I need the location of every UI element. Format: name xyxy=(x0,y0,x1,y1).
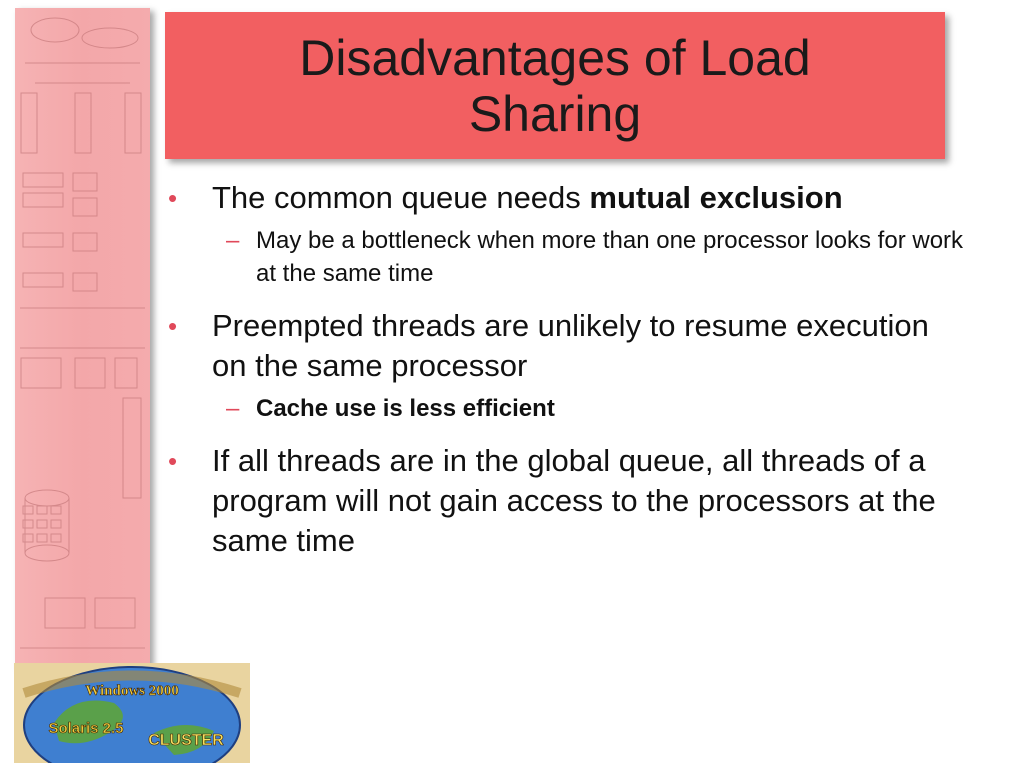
bullet-marker: • xyxy=(168,311,178,341)
bullet-1 xyxy=(168,178,968,218)
bullet-2-text: Preempted threads are unlikely to resume execution on the same processor xyxy=(212,308,929,383)
windows-solaris-cluster-logo xyxy=(14,663,250,763)
bullet-2-sub-1 xyxy=(168,392,968,425)
logo-line1: Windows 2000 xyxy=(85,683,179,699)
bullet-3-text: If all threads are in the global queue, all threads of a program will not gain access to the processors at the same time xyxy=(212,443,936,558)
bullet-marker: • xyxy=(168,183,178,213)
bullet-1-sub-1-text: May be a bottleneck when more than one processor looks for work at the same time xyxy=(256,227,964,287)
logo-line2: Solaris 2.5 xyxy=(48,720,124,737)
diagram-decoration xyxy=(15,8,150,668)
bullet-3 xyxy=(168,441,968,561)
bullet-2-sub-1-bold: Cache use is less efficient xyxy=(256,395,555,422)
bullet-1-sub-1 xyxy=(168,224,968,290)
bullet-1-bold: mutual exclusion xyxy=(589,180,843,215)
slide-title: Disadvantages of Load Sharing xyxy=(299,29,811,142)
sub-bullet-marker: – xyxy=(226,395,240,422)
title-banner xyxy=(165,12,945,159)
bullet-2 xyxy=(168,306,968,386)
decorative-side-strip xyxy=(15,8,150,668)
bullet-marker: • xyxy=(168,446,178,476)
globe-logo-icon xyxy=(14,663,250,763)
logo-line3: CLUSTER xyxy=(148,732,224,749)
sub-bullet-marker: – xyxy=(226,227,240,254)
bullet-1-text: The common queue needs xyxy=(212,180,590,215)
bullet-list xyxy=(168,178,968,561)
